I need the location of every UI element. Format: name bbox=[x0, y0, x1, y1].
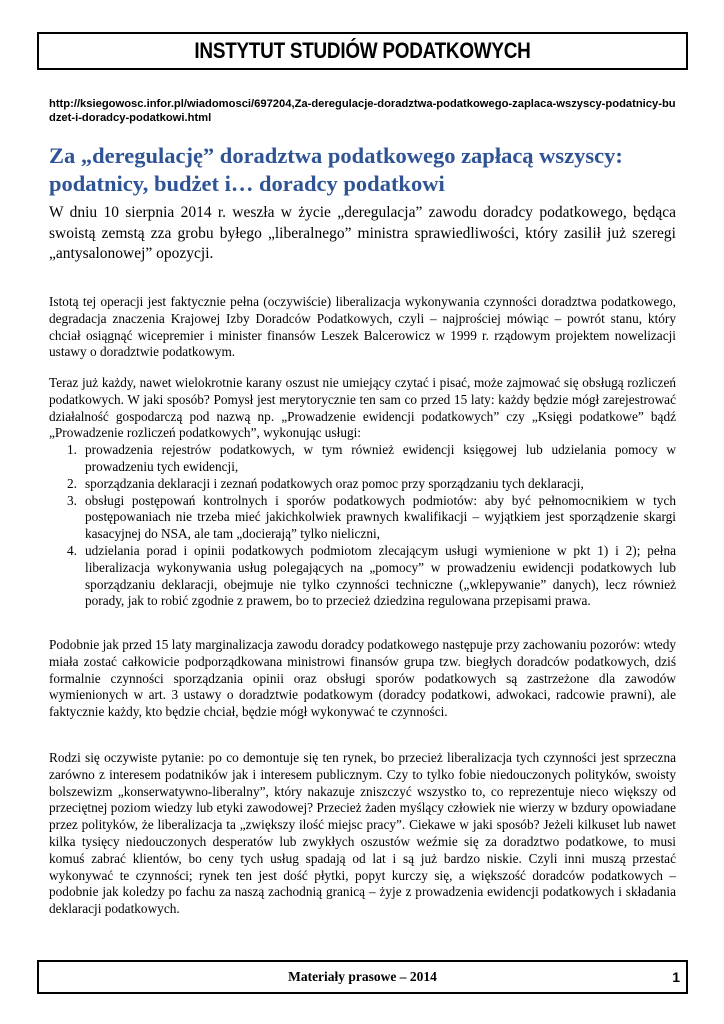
list-item-number: 2. bbox=[67, 475, 77, 491]
paragraph-4 bbox=[49, 750, 676, 918]
list-item bbox=[49, 476, 676, 493]
article-title: Za „deregulację” doradztwa podatkowego zapłacą wszyscy: podatnicy, budżet i… doradcy podatkowi bbox=[49, 143, 623, 196]
article-lead: W dniu 10 sierpnia 2014 r. weszła w życie „deregulacja” zawodu doradcy podatkowego, będąca swoistą zemstą zza grobu byłego „liberalnego” ministra sprawiedliwości, który zasilił już szeregi „antysalonowej” opozycji. bbox=[49, 204, 676, 262]
paragraph-4-text: Rodzi się oczywiste pytanie: po co demontuje się ten rynek, bo przecież liberalizacja tych czynności jest sprzeczna zarówno z interesem podatników jak i interesem publicznym. Czy to tylko fobie niedouczonych polityków, swoisty bolszewizm „konserwatywno-liberalny”, który nakazuje zniszczyć wszystko to, co reprezentuje nieco większy od przeciętnej poziom wiedzy lub etyki zawodowej? Przecież żaden myślący człowiek nie wierzy w bzdury opowiadane przez polityków, że liberalizacja ta „zwiększy ilość miejsc pracy”. Ciekawe w jaki sposób? Jeżeli kilkuset lub nawet kilka tysięcy niedouczonych desperatów lub zwykłych oszustów weźmie się za doradztwo podatkowe, to musi komuś zabrać klientów, bo ceny tych usług spadają od lat i są już bardzo niskie. Czyli inni muszą przestać wykonywać te czynności; rynek ten jest dość płytki, popyt kurczy się, a większość doradców podatkowych – podobnie jak koledzy po fachu za naszą zachodnią granicą – żyje z prowadzenia ewidencji podatkowych i składania deklaracji podatkowych. bbox=[49, 750, 676, 917]
source-url[interactable]: http://ksiegowosc.infor.pl/wiadomosci/697204,Za-deregulacje-doradztwa-podatkowego-zaplaca-wszyscy-podatnicy-budzet-i-doradcy-podatkowi.html bbox=[49, 98, 676, 124]
list-item-text: prowadzenia rejestrów podatkowych, w tym również ewidencji księgowej lub udzielania pomocy w prowadzeniu tych ewidencji, bbox=[85, 442, 676, 474]
list-item-text: udzielania porad i opinii podatkowych podmiotom zlecającym usługi wymienione w pkt 1) i 2); pełna liberalizacja wykonywania usług polegających na „pomocy” w prowadzeniu ewidencji podatkowych lub sporządzaniu deklaracji, obejmuje nie tylko czynności techniczne („wklepywanie” danych), lecz również porady, jak to robić zgodnie z prawem, bo to przecież dziedzina regulowana przepisami prawa. bbox=[85, 542, 676, 609]
list-item bbox=[49, 543, 676, 610]
list-item bbox=[49, 493, 676, 543]
paragraph-1-text: Istotą tej operacji jest faktycznie pełna (oczywiście) liberalizacja wykonywania czynności doradztwa podatkowego, degradacja znaczenia Krajowej Izby Doradców Podatkowych, czyli – najprościej mówiąc – powrót stanu, który chciał osiągnąć wicepremier i minister finansów Leszek Balcerowicz w 1999 r. rządowym projektem nowelizacji ustawy o doradztwie podatkowym. bbox=[49, 294, 676, 360]
services-list bbox=[49, 442, 676, 610]
list-item-text: obsługi postępowań kontrolnych i sporów podatkowych podmiotów: aby być pełnomocnikiem w tych postępowaniach nie trzeba mieć jakichkolwiek prawnych kwalifikacji – wyjątkiem jest sporządzenie skargi kasacyjnej do NSA, ale tam „docierają” tylko nieliczni, bbox=[85, 492, 676, 542]
paragraph-2-text: Teraz już każdy, nawet wielokrotnie karany oszust nie umiejący czytać i pisać, może zajmować się obsługą rozliczeń podatkowych. W jaki sposób? Pomysł jest merytorycznie ten sam co przed 15 laty: każdy będzie mógł zarejestrować działalność gospodarczą pod nazwą np. „Prowadzenie ewidencji podatkowych” czy „Księgi podatkowe” bądź „Prowadzenie rozliczeń podatkowych”, wykonując usługi: bbox=[49, 375, 676, 441]
paragraph-1 bbox=[49, 294, 676, 361]
footer-box bbox=[37, 960, 688, 994]
list-item-number: 3. bbox=[67, 492, 77, 508]
header-box bbox=[37, 32, 688, 70]
header-title: INSTYTUT STUDIÓW PODATKOWYCH bbox=[194, 38, 531, 63]
list-item-number: 1. bbox=[67, 442, 77, 458]
paragraph-2-block bbox=[49, 375, 676, 610]
paragraph-3 bbox=[49, 637, 676, 721]
page-number: 1 bbox=[672, 969, 680, 985]
footer-label: Materiały prasowe – 2014 bbox=[288, 969, 437, 984]
list-item-text: sporządzania deklaracji i zeznań podatkowych oraz pomoc przy sporządzaniu tych deklaracji, bbox=[85, 475, 584, 491]
paragraph-3-text: Podobnie jak przed 15 laty marginalizacja zawodu doradcy podatkowego następuje przy zachowaniu pozorów: wtedy miała zostać całkowicie podporządkowana ministrowi finansów grupa tzw. biegłych doradców podatkowych, dziś formalnie czynności sporządzania opinii oraz obsługi sporów podatkowych są zastrzeżone dla zawodów wymienionych w art. 3 ustawy o doradztwie podatkowym (doradcy podatkowi, adwokaci, radcowie prawni), ale faktycznie każdy, kto będzie chciał, będzie mógł wykonywać te czynności. bbox=[49, 637, 676, 720]
list-item bbox=[49, 442, 676, 476]
list-item-number: 4. bbox=[67, 542, 77, 558]
